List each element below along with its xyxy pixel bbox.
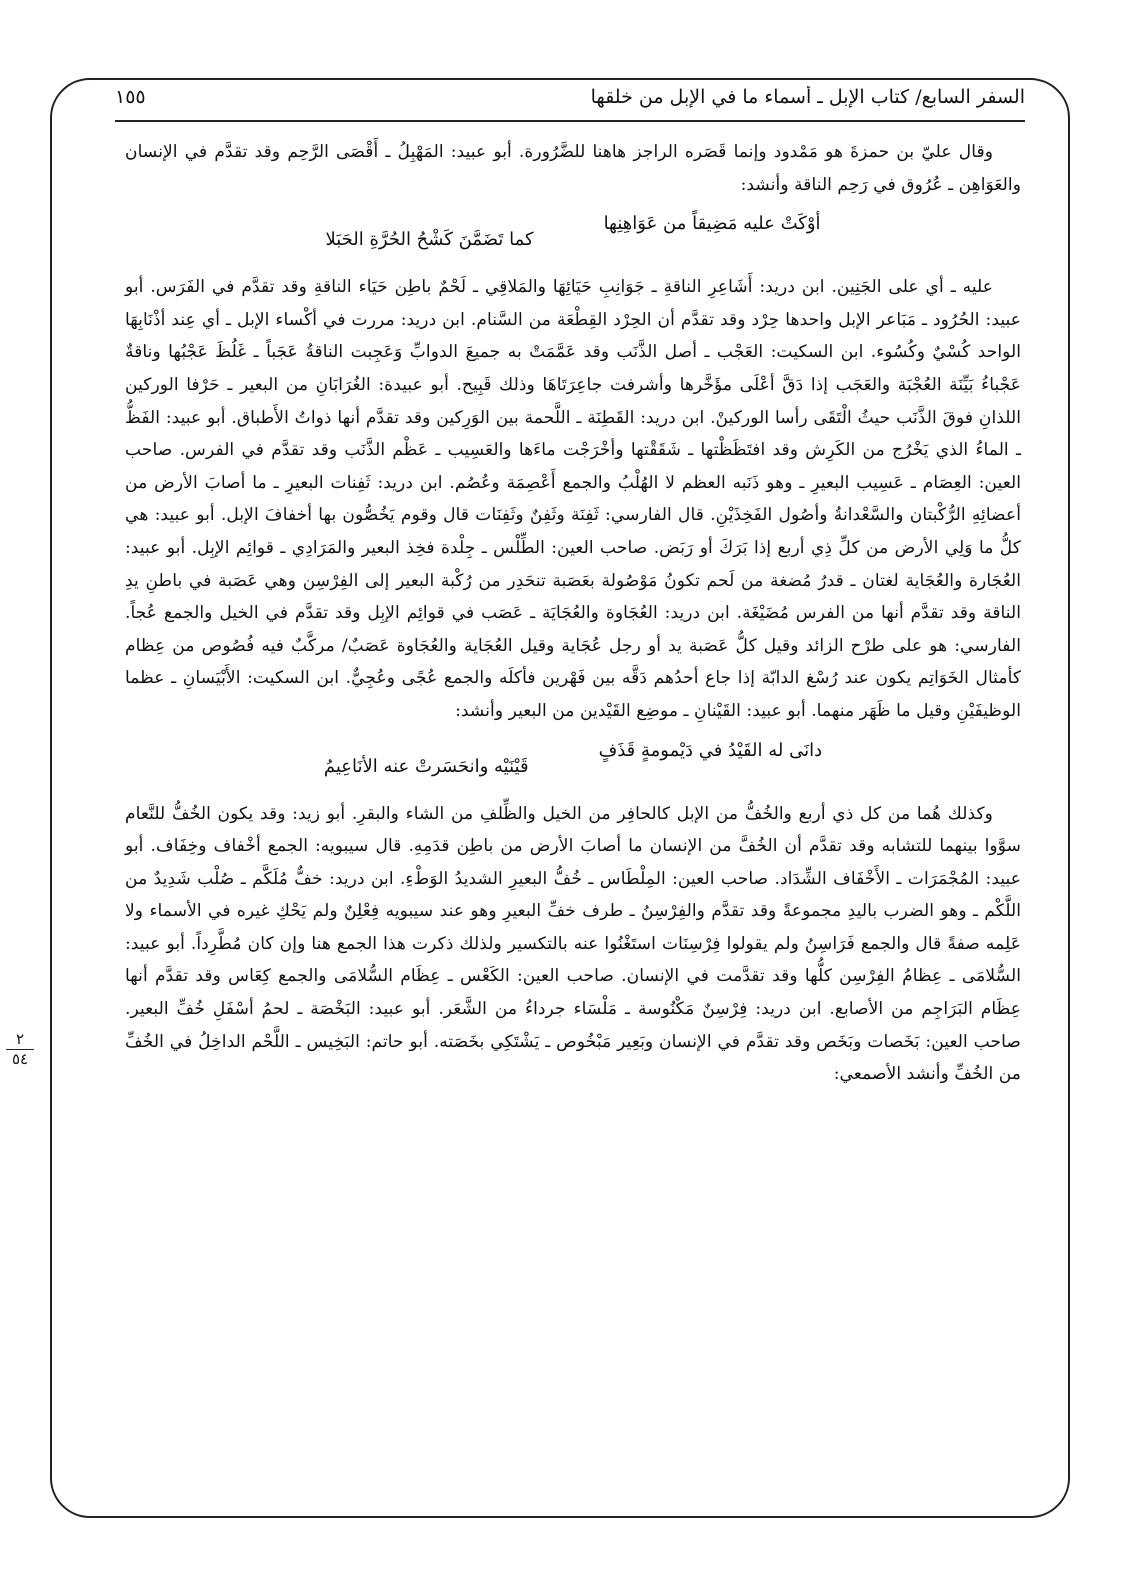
paragraph-2: عليه ـ أي على الجَنِين. ابن دريد: أَشَاعِرِ الناقةِ ـ جَوَانِبِ حَيَائِهَا والمَلاقِي ـ لَحْمٌ باطِن حَيَاء الناقةِ وقد تقدَّم في الفَرَس. أبو عبيد: الحُرُود ـ مَبَاعر الإبل واحدها حِرْد وقد تقدَّم أن الحِرْد القِطْعَة من السَّنام. ابن دريد: مررت في أكْساء الإبل ـ أي عِند أذْنَابِهَا الواحد كُسْيٌ وكُسُوء. ابن السكيت: العَجْب ـ أصل الذَّنَب وقد عَمَّمَتْ به جميعَ الدوابِّ وَعَجِبت الناقةُ عَجَباً ـ غَلُظَ عَجْبُها وناقةٌ عَجْباءُ بَيِّنَة العُجْبَة والعَجَب إذا دَقَّ أعْلَى مؤَخَّرها وأشرفت جاعِرَتَاهَا وذلك قَبِيح. أبو عبيدة: الغُرَابَانِ من البعير ـ حَرْفا الوركين اللذانِ فوقَ الذَّنَب حيثُ الْتَقَى رأسا الوركينْ. ابن دريد: القَطِنَة ـ اللَّحمة بين الوَرِكين وقد تقدَّم أنها ذواتُ الأَطباق. أبو عبيد: الفَظُّ ـ الماءُ الذي يَخْرُج من الكَرِش وقد افتَظَظْتها ـ شَقَقْتها وأخْرَجْت ماءَها والعَسِيب ـ عَظْم الذَّنَب وقد تقدَّم في الفرس. صاحب العين: العِصَام ـ عَسِيب البعيرِ ـ وهو ذَنَبه العظم لا الهُلْبُ والجمع أَعْصِمَة وعُصُم. ابن دريد: ثَفِنات البعيرِ ـ ما أصابَ الأرض من أعضائِهِ الرُّكْبتان والسَّعْدانةُ وأصُول الفَخِذَيْنِ. قال الفارسي: ثَفِنَة وثَفِنٌ وثَفِنَات قال وقوم يَخُصُّون بها أخفافَ الإبل. أبو عبيد: هي كلُّ ما وَلِي الأرض من كلِّ ذِي أربع إذا بَرَكَ أو رَبَض. صاحب العين: الطِّلْس ـ جِلْدة فخِذ البعير والمَرَادِي ـ قوائِم الإبِل. أبو عبيد: العُجَارة والعُجَاية لغتان ـ قدرُ مُضغة من لَحم تكونُ مَوْصُولة بعَصَبة تنحَدِر من رُكْبة البعير إلى الفِرْسِن وهي عَصَبة في باطنِ يدِ الناقة وقد تقدَّم أنها من الفرس مُضَيْغَة. ابن دريد: العُجَاوة والعُجَايَة ـ عَصَب في قوائِم الإبِل وقد تقدَّم في الخيل والجمع عُجاً. الفارسي: هو على طرْح الزائد وقيل كلُّ عَصَبة يد أو رجل عُجَاية وقيل العُجَاية والعُجَاوة عَصَبٌ/ مركَّبٌ فيه فُصُوص من عِظام كأمثال الخَوَاتِم يكون عند رُسْغ الدابّة إذا جاع أحدُهم دَقَّه بين فَهْرين فأكلَه والجمع عُجًى وعُجِيٌّ. ابن السكيت: الأَبْيَسانِ ـ عظما الوظيفَيْنِ وقيل ما ظَهَر منهما. أبو عبيد: القَيْنانِ ـ موضِع القَيْدين من البعير وأنشد: (125, 277, 1021, 721)
margin-reference (0, 1031, 40, 1068)
document-page (85, 86, 1045, 1491)
verse-1-first-hemistich: أوْكَتْ عليه مَضِيقاً من عَوَاهِنِها (603, 213, 821, 235)
margin-numerator: ٢ (15, 1030, 25, 1048)
verse-2-first-hemistich: دانَى له القَيْدُ في دَيْمومةٍ قَذَفٍ (598, 739, 823, 761)
text-body (125, 136, 1021, 1091)
margin-denominator: ٥٤ (11, 1050, 29, 1068)
header-title: السفر السابع/ كتاب الإبل ـ أسماء ما في الإبل من خلقها (590, 86, 1025, 108)
page-number: ١٥٥ (115, 86, 146, 108)
paragraph-3: وكذلك هُما من كل ذي أربع والخُفُّ من الإبل كالحافِر من الخيل والظِّلفِ من الشاء والبقرِ. أبو زيد: وقد يكون الخُفُّ للنَّعام سوَّوا بينهما للتشابه وقد تقدَّم أن الخُفَّ من الإنسان ما أصابَ الأرض من باطِن قدَمِهِ. قال سيبويه: الجمع أخْفاف وخِفَاف. أبو عبيد: المُجْمَرَات ـ الأَخْفَاف الشِّدَاد. صاحب العين: المِلْطَاس ـ خُفُّ البعيرِ الشديدُ الوَطْءِ. ابن دريد: خفٌّ مُلَكَّم ـ صُلْب شَدِيدٌ من اللَّكْم ـ وهو الضرب باليدِ مجموعةً وقد تقدَّم والفِرْسِنُ ـ طرف خفِّ البعيرِ وهو عند سيبويه فِعْلِنٌ ولم يَحْكِ غيره في الأسماء ولا عَلِمه صفةً قال والجمع فَرَاسِنُ ولم يقولوا فِرْسِنَات استَغْنُوا عنه بالتكسير ولذلك ذكرت هذا الجمع هنا وإن كان مُطَّرِداً. أبو عبيد: السُّلامَى ـ عِظامُ الفِرْسِن كلُّها وقد تقدَّمت في الإنسان. صاحب العين: الكَعْس ـ عِظَام السُّلامَى والجمع كِعَاس وقد تقدَّم أنها عِظَام البَرَاجِم من الأصابع. ابن دريد: فِرْسِنٌ مَكْنُوسة ـ مَلْسَاء جرداءُ من الشَّعَر. أبو عبيد: البَخْصَة ـ لحمُ أسْفَلِ خُفِّ البعير. صاحب العين: بَخَصات وبَخَص وقد تقدَّم في الإنسان وبَعِير مَبْخُوص ـ يَشْتَكِي بخَصَته. أبو حاتم: البَخِيس ـ اللَّحْم الداخِلُ في الخُفِّ من الخُفِّ وأنشد الأصمعي: (125, 803, 1021, 1085)
verse-1 (125, 215, 1021, 249)
paragraph-1: وقال عليّ بن حمزةَ هو مَمْدود وإنما قَصَره الراجز هاهنا للضَّرُورة. أبو عبيد: المَهْبِلُ ـ أَقْصَى الرَّحِم وقد تقدَّم في الإنسان والعَوَاهِن ـ عُرُوق في رَحِم الناقة وأنشد: (125, 142, 1021, 195)
verse-1-second-hemistich: كما تَضَمَّنَ كَشْحُ الحُرَّةِ الحَبَلا (325, 229, 534, 251)
verse-2 (125, 739, 1021, 777)
verse-2-second-hemistich: قَيْنَيْه وانحَسَرتْ عنه الأنَاعِيمُ (323, 755, 529, 777)
running-header (115, 86, 1025, 122)
